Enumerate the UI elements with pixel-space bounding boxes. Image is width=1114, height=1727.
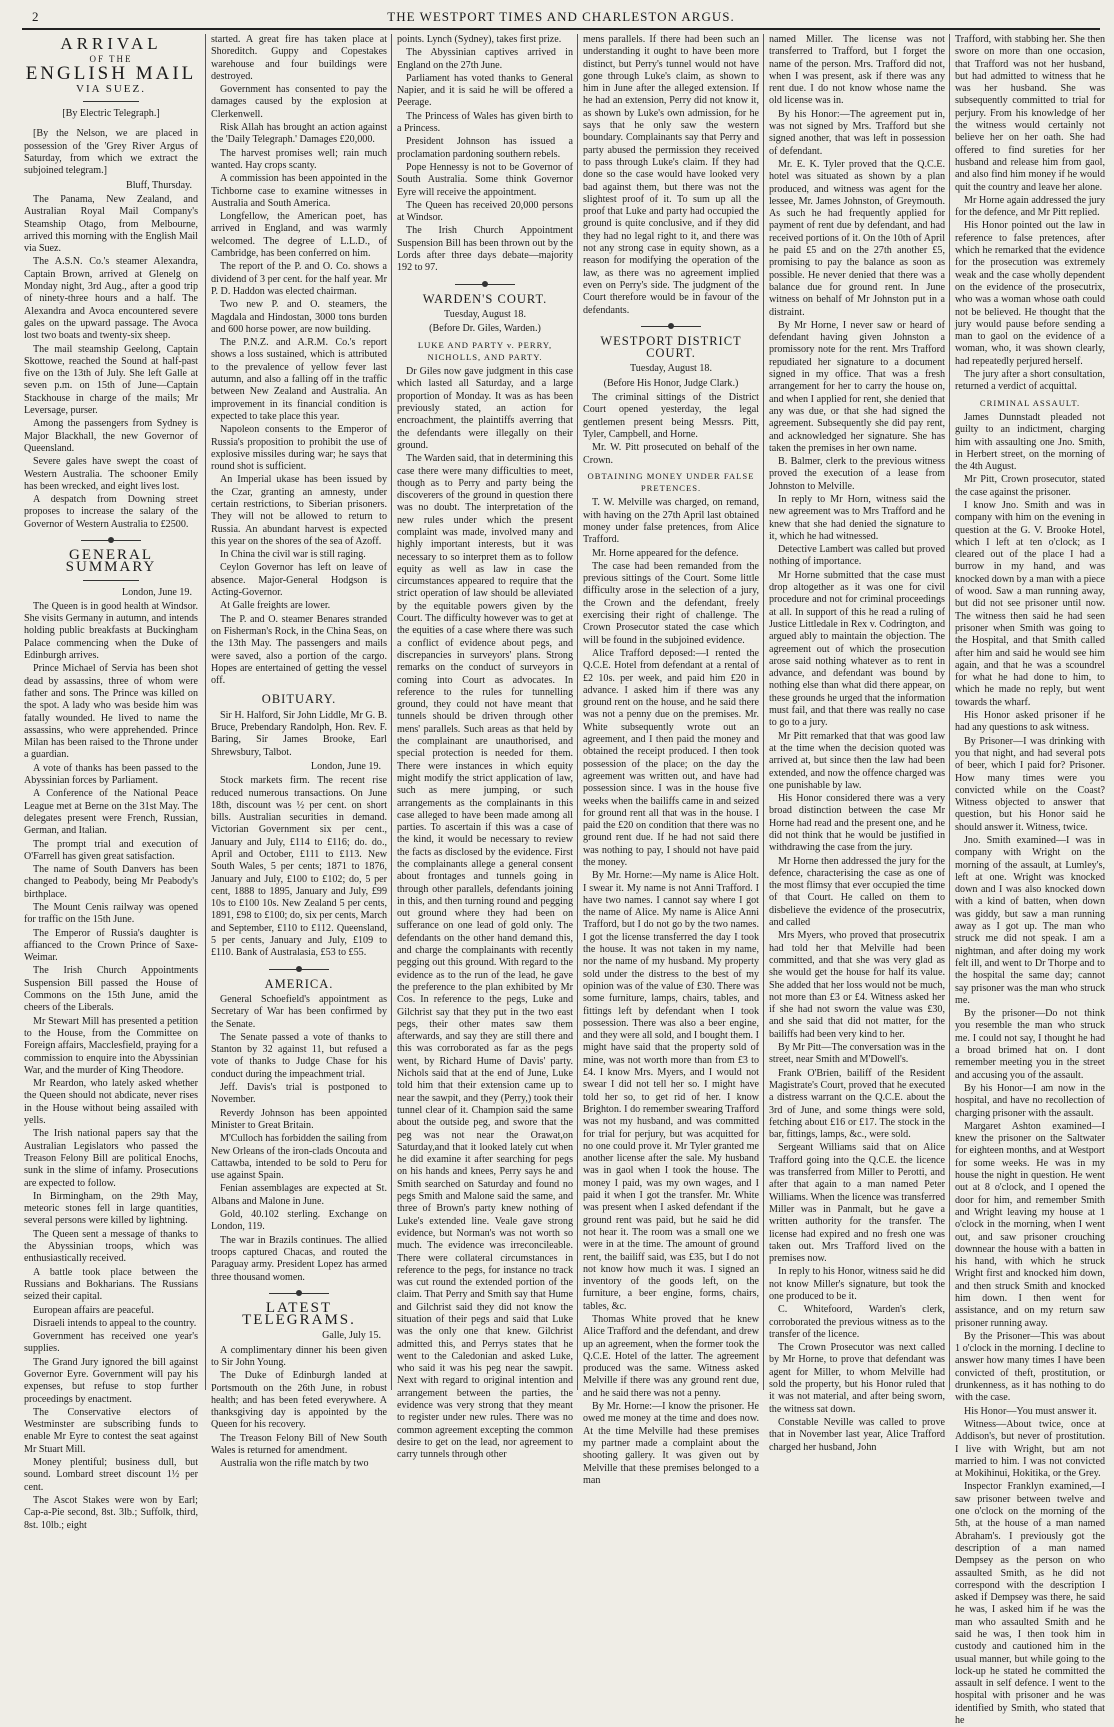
article-paragraph: Government has received one year's supplies. bbox=[24, 1331, 198, 1355]
article-paragraph: B. Balmer, clerk to the previous witness proved the execution of a lease from Johnston to Melville. bbox=[769, 456, 945, 492]
section-divider bbox=[269, 1290, 329, 1296]
article-paragraph: Mr Horne again addressed the jury for the defence, and Mr Pitt replied. bbox=[955, 194, 1105, 219]
article-paragraph: The Queen is in good health at Windsor. She visits Germany in autumn, and intends holding public breakfasts at Buckingham Palace commencing when the Duke of Edinburgh arrives. bbox=[24, 600, 198, 662]
article-paragraph: The Emperor of Russia's daughter is affianced to the Crown Prince of Saxe-Weimar. bbox=[24, 927, 198, 964]
column-4 bbox=[577, 34, 764, 1486]
article-paragraph: Stock markets firm. The recent rise reduced numerous transactions. On June 18th, discount was ½ per cent. on short bills. Australian securities in demand. Victorian Government six per cent., January and July, £114 to £116; do. do., April and October, £111 to £113. New South Wales, 5 per cents; 1871 to 1876, January and July, £100 to £102; do, 5 per cent, 1888 to 1895, January and July, £99 10s to £100 10s. New Zealand 5 per cents, 1891, £98 to £100; do, six per cents, March and September, £110 to £112. Queensland, 5 per cents, January and July, £109 to £110. Bank of Australasia, £53 to £55. bbox=[211, 775, 387, 959]
article-paragraph: The Senate passed a vote of thanks to Stanton by 32 against 11, but refused a vote of thanks to Judge Chase for his conduct during the impeachment trial. bbox=[211, 1031, 387, 1080]
case-title: OBTAINING MONEY UNDER FALSE PRETENCES. bbox=[587, 470, 755, 494]
article-paragraph: Alice Trafford deposed:—I rented the Q.C.E. Hotel from defendant at a rental of £2 10s. per week, and paid him £20 in advance. I asked him if there was any ground rent on the house, and he said there was not a penny due on the premises. Mr. White subsequently wrote out an agreement, and I then paid the money and obtained the receipt produced. I then took possession of the place; on the day the agreement was written out, and have had possession since. I was in the house five weeks when the bailiffs came in and seized for ground rent all that was in the house. I paid the £20 on condition that there was no ground rent due. If he had not said there was nothing to pay, I should not have paid the money. bbox=[583, 647, 759, 868]
section-divider bbox=[269, 966, 329, 972]
article-paragraph: A despatch from Downing street proposes to increase the salary of the Governor of Western Australia to £2500. bbox=[24, 494, 198, 530]
article-paragraph: The P. and O. steamer Benares stranded on Fisherman's Rock, in the China Seas, on the 13th May. The passengers and mails were saved, also a portion of the cargo. Hopes are entertained of getting the vessel off. bbox=[211, 613, 387, 687]
article-paragraph: The Grand Jury ignored the bill against Governor Eyre. Government will pay his expenses, but refuse to stop further proceedings by enactment. bbox=[24, 1356, 198, 1405]
article-paragraph: European affairs are peaceful. bbox=[33, 1304, 154, 1316]
article-paragraph: T. W. Melville was charged, on remand, with having on the 27th April last obtained money under false pretences, from Alice Trafford. bbox=[583, 497, 759, 546]
article-paragraph: named Miller. The license was not transferred to Trafford, but I forget the name of the person. Mrs. Trafford did not, when I was present, ask if there was any rent due. I do not know whose name the old license was in. bbox=[769, 34, 945, 107]
latest-telegrams-heading: LATEST TELEGRAMS. bbox=[242, 1299, 356, 1329]
article-paragraph: His Honor—You must answer it. bbox=[964, 1405, 1097, 1417]
article-paragraph: Mr. E. K. Tyler proved that the Q.C.E. hotel was situated as shown by a plan produced, and witness was agent for the lessee, Mr. James Johnston, of Greymouth. As such he had frequently applied for payment of rent due by defendant, and had received portions of it. On the 10th of April he paid £5 and on the 27th another £5, promising to pay the balance as soon as possible. He never denied that there was a balance due for ground rent. In June witness on behalf of Mr Johnston put in a distraint. bbox=[769, 158, 945, 318]
article-paragraph: [By the Nelson, we are placed in possession of the 'Grey River Argus of Saturday, from which we extract the subjoined telegram.] bbox=[24, 128, 198, 177]
article-paragraph: Sir H. Halford, Sir John Liddle, Mr G. B. Bruce, Prebendary Randolph, Hon. Rev. F. Baring, Sir James Brooke, Earl Shrewsbury, Talbot. bbox=[211, 709, 387, 758]
article-paragraph: Jeff. Davis's trial is postponed to November. bbox=[211, 1082, 387, 1106]
newspaper-title: THE WESTPORT TIMES AND CHARLESTON ARGUS. bbox=[387, 9, 735, 24]
article-paragraph: The Queen has received 20,000 persons at Windsor. bbox=[397, 199, 573, 224]
column-2 bbox=[205, 34, 392, 1470]
wardens-court-heading: WARDEN'S COURT. bbox=[422, 291, 548, 306]
article-paragraph: C. Whitefoord, Warden's clerk, corroborated the previous witness as to the transfer of the licence. bbox=[769, 1304, 945, 1340]
article-paragraph: In Birmingham, on the 29th May, meteoric stones fell in large quantities, several persons were killed by lightning. bbox=[24, 1190, 198, 1227]
article-paragraph: The Princess of Wales has given birth to a Princess. bbox=[397, 110, 573, 135]
article-paragraph: A battle took place between the Russians and Bokharians. The Russians seized their capital. bbox=[24, 1266, 198, 1303]
dateline: London, June 19. bbox=[310, 760, 381, 772]
article-paragraph: Government has consented to pay the damages caused by the explosion at Clerkenwell. bbox=[211, 84, 387, 120]
divider bbox=[83, 580, 139, 581]
article-paragraph: Money plentiful; business dull, but sound. Lombard street discount 1½ per cent. bbox=[24, 1457, 198, 1493]
article-paragraph: The Treason Felony Bill of New South Wales is returned for amendment. bbox=[211, 1432, 387, 1457]
article-paragraph: By Mr Pitt—The conversation was in the street, near Smith and M'Dowell's. bbox=[769, 1042, 945, 1066]
article-paragraph: By Mr Horne, I never saw or heard of defendant having given Johnston a promissory note for the rent. Mrs Trafford repudiated her signature to a document signed in my office. That was a fresh arrangement for her to carry the house on, and when I applied for rent, she denied that any was due, or that she had signed the agreement. Subsequently she did pay rent, and acknowledged her signature. She has taken the premises in her own name. bbox=[769, 319, 945, 454]
article-paragraph: Fenian assemblages are expected at St. Albans and Malone in June. bbox=[211, 1183, 387, 1207]
article-paragraph: The prompt trial and execution of O'Farrell has given great satisfaction. bbox=[24, 838, 198, 862]
article-paragraph: Parliament has voted thanks to General Napier, and it is said he will be offered a Peerage. bbox=[397, 72, 573, 109]
article-paragraph: A complimentary dinner his been given to Sir John Young. bbox=[211, 1344, 387, 1368]
article-paragraph: Frank O'Brien, bailiff of the Resident Magistrate's Court, proved that he executed a distress warrant on the Q.C.E. about the 3rd of June, and some things were sold, fetching about £16 or £17. The stock in the bar, fittings, lamps, &c., were sold. bbox=[769, 1067, 945, 1141]
america-heading: AMERICA. bbox=[264, 976, 334, 991]
article-paragraph: The Duke of Edinburgh landed at Portsmouth on the 26th June, in robust health; and has been feted everywhere. A thanksgiving day is appointed by the Queen for his recovery. bbox=[211, 1370, 387, 1431]
article-paragraph: A vote of thanks has been passed to the Abyssinian forces by Parliament. bbox=[24, 762, 198, 787]
article-paragraph: Jno. Smith examined—I was in company with Wright on the morning of the assault, at Lumley's, left at one. Wright was knocked down and I was also knocked down with a kind of batten, when down was giddy, but saw a man running away as I got up. The man who struck me did not speak. I am a nightman, and after doing my work felt ill, and went to Dr Thorpe and to the hospital the same day; cannot say prisoner was the man who struck me. bbox=[955, 835, 1105, 1006]
article-paragraph: A Conference of the National Peace League met at Berne on the 31st May. The delegates present were French, Russian, German, and Italian. bbox=[24, 788, 198, 837]
article-paragraph: By the prisoner—Do not think you resemble the man who struck me. I could not say, I thought he had a broad brimed hat on. I dont remember meeting you in the street and accusing you of the assault. bbox=[955, 1008, 1105, 1081]
dateline: Galle, July 15. bbox=[322, 1330, 381, 1342]
article-paragraph: Constable Neville was called to prove that in November last year, Alice Trafford charged her husband, John bbox=[769, 1416, 945, 1453]
article-paragraph: By his Honor—I am now in the hospital, and have no recollection of charging prisoner with the assault. bbox=[955, 1082, 1105, 1119]
district-court-heading: WESTPORT DISTRICT COURT. bbox=[600, 333, 742, 361]
article-paragraph: Disraeli intends to appeal to the country. bbox=[33, 1317, 197, 1329]
article-paragraph: M'Culloch has forbidden the sailing from New Orleans of the iron-clads Oncouta and Cattawba, intended to be sold to Peru for use against Spain. bbox=[211, 1133, 387, 1182]
article-paragraph: The war in Brazils continues. The allied troops captured Chacas, and routed the Paraguay army. President Lopez has armed three thousand women. bbox=[211, 1234, 387, 1283]
article-paragraph: His Honor asked prisoner if he had any questions to ask witness. bbox=[955, 710, 1105, 734]
obituary-heading: OBITUARY. bbox=[261, 692, 337, 707]
english-mail-heading: ENGLISH MAIL bbox=[25, 62, 197, 84]
column-1 bbox=[24, 34, 203, 1531]
columns bbox=[24, 34, 1105, 1727]
section-divider bbox=[81, 537, 141, 543]
article-paragraph: The criminal sittings of the District Court opened yesterday, the legal gentlemen present being Messrs. Pitt, Tyler, Campbell, and Horne. bbox=[583, 392, 759, 440]
article-paragraph: The Irish Church Appointments Suspension Bill passed the House of Commons on the 15th June, amid the cheers of the Liberals. bbox=[24, 965, 198, 1014]
article-paragraph: The Panama, New Zealand, and Australian Royal Mail Company's Steamship Otago, from Melbourne, arrived this morning with the English Mail via Suez. bbox=[24, 193, 198, 255]
article-paragraph: Australia won the rifle match by two bbox=[220, 1458, 369, 1470]
court-date: Tuesday, August 18. bbox=[630, 363, 712, 375]
article-paragraph: The Mount Cenis railway was opened for traffic on the 15th June. bbox=[24, 902, 198, 926]
article-paragraph: The Ascot Stakes were won by Earl; Cap-a-Pie second, 8st. 3lb.; Suffolk, third, 8st. 10lb.; eight bbox=[24, 1494, 198, 1531]
article-paragraph: A commission has been appointed in the Tichborne case to examine witnesses in Australia and South America. bbox=[211, 173, 387, 209]
article-paragraph: Mr Reardon, who lately asked whether the Queen should not abdicate, never rises in the House without being assailed with yells. bbox=[24, 1078, 198, 1127]
article-paragraph: Among the passengers from Sydney is Major Blackhall, the new Governor of Queensland. bbox=[24, 418, 198, 454]
article-paragraph: Margaret Ashton examined—I knew the prisoner on the Saltwater for eighteen months, and at Westport for some weeks. He was in my house the night in question. He went out at 8 o'clock, and I opened the door for him, and remember Smith and Wright leaving my house at 1 o'clock in the morning, when I went out, and saw prisoner crouching downnear the house with a batten in his hand, with which he struck Wright first and knocked him down, and then struck Smith and knocked him down. I then went for assistance, and on my return saw prisoner running away. bbox=[955, 1120, 1105, 1329]
article-paragraph: The mail steamship Geelong, Captain Skottowe, reached the Sound at half-past five on the 13th of July. She left Galle at seven p.m. on 15th of June—Captain Stackhouse in charge of the mails; Mr Leversage, purser. bbox=[24, 343, 198, 417]
article-paragraph: The Queen sent a message of thanks to the Abyssinian troops, which was enthusiastically received. bbox=[24, 1228, 198, 1265]
case-title: LUKE AND PARTY v. PERRY, NICHOLLS, AND PARTY. bbox=[417, 339, 553, 362]
article-paragraph: The Abyssinian captives arrived in England on the 27th June. bbox=[397, 47, 573, 71]
article-paragraph: Mr Horne then addressed the jury for the defence, characterising the case as one of the most flimsy that ever occupied the time of that Court. He called on them to disbelieve the evidence of the prosecutrix, and called bbox=[769, 855, 945, 929]
article-paragraph: Trafford, with stabbing her. She then swore on more than one occasion, that Trafford was not her husband, but had admitted to witness that he was her husband. She was subsequently committed to trial for perjury. From his knowledge of her the witness would certainly not believe her on her oath. She had offered to find sureties for her husband and release him from gaol, and also find him money if he would quit the country and leave her alone. bbox=[955, 34, 1105, 193]
article-paragraph: By the Prisoner—This was about 1 o'clock in the morning. I decline to answer how many times I have been convicted of theft, prostitution, or drunkenness, as it has nothing to do with the case. bbox=[955, 1330, 1105, 1404]
article-paragraph: Mr. Horne appeared for the defence. bbox=[592, 547, 739, 559]
arrival-heading: ARRIVAL bbox=[60, 34, 162, 53]
article-paragraph: The name of South Danvers has been changed to Peabody, being Mr Peabody's birthplace. bbox=[24, 864, 198, 900]
article-paragraph: Detective Lambert was called but proved nothing of importance. bbox=[769, 544, 945, 568]
article-paragraph: The Irish Church Appointment Suspension Bill has been thrown out by the Lords after three days debate—majority 192 to 97. bbox=[397, 225, 573, 274]
article-paragraph: The harvest promises well; rain much wanted. Hay crops scanty. bbox=[211, 147, 387, 171]
via-suez-label: VIA SUEZ. bbox=[76, 82, 146, 95]
article-paragraph: Mr Pitt, Crown prosecutor, stated the case against the prisoner. bbox=[955, 474, 1105, 498]
article-paragraph: The Crown Prosecutor was next called by Mr Horne, to prove that defendant was agent for Miller, to whom Melville had sold the property, but his Honor ruled that it was not material, and after being sworn, the witness sat down. bbox=[769, 1342, 945, 1415]
article-paragraph: Gold, 40.102 sterling. Exchange on London, 119. bbox=[211, 1209, 387, 1233]
article-paragraph: The P.N.Z. and A.R.M. Co.'s report shows a loss sustained, which is attributed to the prevalence of yellow fever last autumn, and also a falling off in the traffic between New Zealand and Australia. An improvement in its financial condition is expected to take place this year. bbox=[211, 337, 387, 422]
page-number: 2 bbox=[32, 9, 40, 24]
article-paragraph: Severe gales have swept the coast of Western Australia. The schooner Emily has been wrecked, and eight lives lost. bbox=[24, 456, 198, 492]
article-paragraph: By Prisoner—I was drinking with you that night, and had several pots of beer, which I paid for? Prisoner. How many times were you convicted while on the Coast? Witness objected to answer that question, but his Honor said he should answer it. Witness, twice. bbox=[955, 735, 1105, 833]
article-paragraph: The Irish national papers say that the Australian Legislators who passed the Treason Felony Bill are political Enochs, sunk in the slime of infamy. Prosecutions are expected to follow. bbox=[24, 1128, 198, 1189]
general-summary-heading: GENERAL SUMMARY bbox=[65, 546, 157, 576]
column-6 bbox=[949, 34, 1105, 1727]
divider bbox=[83, 101, 139, 102]
article-paragraph: Ceylon Governor has left on leave of absence. Major-General Hodgson is Acting-Governor. bbox=[211, 562, 387, 599]
article-paragraph: I know Jno. Smith and was in company with him on the evening in question at the G. V. Brooke Hotel, which I left at ten o'clock; as I cleared out of the place I had a burrow in my hand, and was knocked down by a man with a piece of wood. Saw a man running away, but did not see prisoner until now. The witness then said he had seen prisoner when Smith was going to the Hospital, and that Smith called after him and said he would see him again, and that he was a scoundrel for what he had done to him, to which he made no reply, but went towards the wharf. bbox=[955, 499, 1105, 708]
article-paragraph: Mr Pitt remarked that that was good law at the time when the decision quoted was arrived at, but since then the law had been extended, and now the offence charged was one punishable by law. bbox=[769, 730, 945, 791]
article-paragraph: Mr Horne submitted that the case must drop altogether as it was one for civil procedure and not for criminal proceedings at all. In support of this he read a ruling of Justice Littledale in Rex v. Codrington, and argued ably to maintain the objection. The agreement out of which the prosecution arose said nothing whatever as to rent in advance, and defendant was bound by nothing else than what did there appear, on these grounds he urged that the information must fail, and that there was really no case to go to a jury. bbox=[769, 569, 945, 729]
article-paragraph: The jury after a short consultation, returned a verdict of acquittal. bbox=[955, 369, 1105, 393]
article-paragraph: General Schoefield's appointment as Secretary of War has been confirmed by the Senate. bbox=[211, 993, 387, 1030]
court-presiding: (Before Dr. Giles, Warden.) bbox=[429, 323, 541, 335]
article-paragraph: By his Honor:—The agreement put in, was not signed by Mrs. Trafford but she signed another, that was left in possession of defendant. bbox=[769, 108, 945, 157]
article-paragraph: Sergeant Williams said that on Alice Trafford going into the Q.C.E. the licence was transferred from Miller to Perotti, and after that again to a man named Peter Williams. When the licence was transferred Miller was in Panmalt, but he gave a written authority for the transfer. The license had expired and no fresh one was taken out. Mrs Trafford lived on the premises now. bbox=[769, 1142, 945, 1265]
article-paragraph: points. Lynch (Sydney), takes first prize. bbox=[397, 34, 562, 45]
article-paragraph: Pope Hennessy is not to be Governor of South Australia. Some think Governor Eyre will receive the appointment. bbox=[397, 161, 573, 198]
court-date: Tuesday, August 18. bbox=[444, 308, 526, 320]
article-paragraph: By Mr. Horne:—I know the prisoner. He owed me money at the time and does now. At the time Melville had these premises my partner made a complaint about the shooting gallery. It was given out by Melville that these premises belonged to a man bbox=[583, 1401, 759, 1486]
article-paragraph: Mrs Myers, who proved that prosecutrix had told her that Melville had been committed, and that she was very glad as she would get the house for half its value. She added that her loss would not be much, not more than £3 or £4. Witness asked her if she had not sworn the value was £30, and she said that did not matter, for the bailiffs had been very kind to her. bbox=[769, 930, 945, 1040]
article-paragraph: Witness—About twice, once at Addison's, but never of prostitution. I live with Wright, but am not married to him. I was not convicted at Mokihinui, Hokitika, or the Grey. bbox=[955, 1418, 1105, 1480]
column-3 bbox=[391, 34, 578, 1461]
article-paragraph: His Honor considered there was a very broad distinction between the case Mr Horne had read and the present one, and he did not think that he would be justified in withdrawing the case from the jury. bbox=[769, 793, 945, 854]
article-paragraph: The Conservative electors of Westminster are subscribing funds to enable Mr Eyre to contest the seat against Mr Stuart Mill. bbox=[24, 1406, 198, 1455]
article-paragraph: Reverdy Johnson has been appointed Minister to Great Britain. bbox=[211, 1107, 387, 1131]
article-paragraph: An Imperial ukase has been issued by the Czar, granting an amnesty, under certain restrictions, to Siberian prisoners. They will not be allowed to return to Russia. An abundant harvest is expected this year on the shores of the sea of Azoff. bbox=[211, 474, 387, 547]
article-paragraph: Risk Allah has brought an action against the 'Daily Telegraph.' Damages £20,000. bbox=[211, 122, 387, 146]
section-divider bbox=[455, 281, 515, 287]
article-paragraph: His Honor pointed out the law in reference to false pretences, after which he remarked that the evidence for the prosecution was extremely weak and the case wholly dependent on the evidence of the prosecutrix, who was a woman whose oath could not be believed. He thought that the jury would pause before sending a man to gaol on the evidence of a woman, who, it was shown clearly, had repeatedly perjured herself. bbox=[955, 220, 1105, 367]
article-paragraph: In reply to Mr Horn, witness said the new agreement was to Mrs Trafford and he knew that she had denied the signature to it, which he had witnessed. bbox=[769, 493, 945, 542]
article-paragraph: Two new P. and O. steamers, the Magdala and Hindostan, 3000 tons burden and 600 horse power, are now building. bbox=[211, 299, 387, 335]
column-5 bbox=[763, 34, 950, 1453]
dateline: Bluff, Thursday. bbox=[126, 179, 192, 191]
masthead bbox=[22, 6, 1100, 30]
article-paragraph: The A.S.N. Co.'s steamer Alexandra, Captain Brown, arrived at Glenelg on Monday night, 3rd Aug., after a good trip of ninety-three hours and a half. The Alexandra and Avoca encountered severe gales on the upward passage. The Avoca lost two boats and twenty-six sheep. bbox=[24, 256, 198, 342]
case-title: CRIMINAL ASSAULT. bbox=[979, 397, 1081, 408]
article-paragraph: started. A great fire has taken place at Shoreditch. Guppy and Copestakes warehouse and four buildings were destroyed. bbox=[211, 34, 387, 82]
article-paragraph: Longfellow, the American poet, has arrived in England, and was warmly welcomed. The degree of L.L.D., of Cambridge, has been conferred on him. bbox=[211, 211, 387, 260]
article-paragraph: President Johnson has issued a proclamation pardoning southern rebels. bbox=[397, 136, 573, 160]
article-paragraph: James Dunnstadt pleaded not guilty to an indictment, charging him with assaulting one Jno. Smith, in Herbert street, on the morning of the 4th August. bbox=[955, 411, 1105, 473]
article-paragraph: The report of the P. and O. Co. shows a dividend of 3 per cent. for the half year. Mr P. D. Haddon was elected chairman. bbox=[211, 261, 387, 297]
court-presiding: (Before His Honor, Judge Clark.) bbox=[603, 377, 739, 389]
article-paragraph: In China the civil war is still raging. bbox=[220, 549, 366, 561]
article-paragraph: Mr Stewart Mill has presented a petition to the House, from the Committee on Foreign affairs, Macclesfield, praying for a commission to enquire into the Abyssinian War, and the murder of King Theodore. bbox=[24, 1015, 198, 1076]
article-paragraph: Mr. W. Pitt prosecuted on behalf of the Crown. bbox=[583, 442, 759, 466]
telegraph-credit: [By Electric Telegraph.] bbox=[62, 108, 160, 120]
of-the-label: OF THE bbox=[89, 54, 133, 65]
article-paragraph: Prince Michael of Servia has been shot dead by assassins, three of whom were father and sons. The Prince was killed on the spot. A lady who was beside him was fatally wounded. He lived to name the assassins, who were apprehended. Prince Milan has been raised to the Throne under a guardian. bbox=[24, 663, 198, 761]
article-paragraph: The Warden said, that in determining this case there were many difficulties to meet, though as to Perry and party being the discoverers of the ground in question there was no doubt. The interpretation of the new rules under which the present complaint was made, involved many and highly important interests, but it was necessary to so interpret them as to follow equity as well as law in case the circumstances appeared to require that the strict operation of law should be alleviated by the equitable powers given by the Court. The difficulty however was to get at the equities of a case where there was such a conflict of evidence about pegs, and discrepancies in surveyors' plans. Strong remarks on the conduct of surveyors in coming into Court as advocates. In reference to the rules for tunnelling ground, they could not have meant that tunnels should be driven through other mens' parallels. Such areas as that held by the complainant are unauthorised, and special protection is needed for them. There were instances in which equity might modify the strict application of law, such as mere jumping, or such arrangements as the complainants in this case alleged to have been made among all parties. To ascertain if this was a case of the kind, it would be necessary to review the facts as disclosed by the evidence. First the complainants allege a general consent about frontages and tunnels going in through other parallels, defendants joining in this, and then turning round and pegging out ground where they had been on sufferance on one lead of gold only. The defendants on the other hand demand this, and charge the complainants with recently pegging out this ground. With regard to the evidence as to the run of the lead, he gave the preference to the plan exhibited by Mr Cos. In reference to the pegs, Luke and Gilchrist say that they put in the two east pegs, their other mates saw them afterwards, and say they are still there and this was corroborated as far as the pegs went, by Richard Hume of Davis' party. Nichols said that at the end of June, Luke told him that their extension came up to near the sawpit, and they (Perry,) took their tunnel clear of it. Champion said the same about the outside peg, and swore that the peg was not near the Orawat,on Saturday,and that it looked lately cut when he did examine it after searching for pegs on his hands and knees, Perry says he and Smith searched on Saturday and found no pegs Smith and Malone said the same, and three of Brown's party knew nothing of Luke's extended line. Veale gave strong evidence, but Norman's was not worth so much. The evidence was irreconcileable. There were collateral circumstances in reference to the pegs, for instance no track was cut round the extended portion of the claim. That Perry and Smith say that Hume and Gilchrist said they did not know the situation of their pegs and said that Luke was the only one that knew. Gilchrist admitted this, and Perrys states that he went to the Caledonian and asked Luke, who said it was his peg near the sawpit. Next with regard to original intention and arrangement between the parties, the evidence was very strong that they meant to register under new rules. There was no common agreement excepting the common desire to get on the lead, nor agreement to carry tunnels through other bbox=[397, 453, 573, 1461]
article-paragraph: At Galle freights are lower. bbox=[220, 600, 331, 612]
dateline: London, June 19. bbox=[121, 586, 192, 598]
article-paragraph: The case had been remanded from the previous sittings of the Court. Some little difficulty arose in the selection of a jury, the Crown and the defendant, freely exercising their right of challenge. The Crown Prosecutor stated the case which will be found in the subjoined evidence. bbox=[583, 560, 759, 646]
article-paragraph: Thomas White proved that he knew Alice Trafford and the defendant, and drew up an agreement, when the former took the Q.C.E. Hotel of the latter. The agreement produced was the same. Witness asked Melville if there was any ground rent due, and he said there was not a penny. bbox=[583, 1313, 759, 1399]
section-divider bbox=[641, 323, 701, 329]
article-paragraph: mens parallels. If there had been such an understanding it ought to have been more distinct, but Perry's tunnel would not have gone through Luke's claim, as shown to him in June after the alleged extension. If he had an extension, Perry did not know it, as shown by Luke's own admission, for he says that he only saw the western boundary. Complainants say that Perry and party abused the permission they received to pass through Luke's claim. If they had done so the case would have looked very bad against them, but there was not the slightest proof of it. To sum up all the proof that Luke and party had occupied the ground is quite conclusive, and if they did they had no legal right to it, and there was not any strong case in equity shown, as a reason for modifying the operation of the law, as there was no agreement implied even on Perry's side. The judgment of the Court therefore would be in favour of the defendants. bbox=[583, 34, 759, 316]
article-paragraph: In reply to his Honor, witness said he did not know Miller's signature, but took the one produced to be it. bbox=[769, 1266, 945, 1302]
article-paragraph: By Mr. Horne:—My name is Alice Holt. I swear it. My name is not Anni Trafford. I have two names. I cannot say where I got the name of Alice. My name is Alice Anni Trafford, but I do not go by the two names. I got the license transferred the day I took the house. It was not taken in my name, nor the name of my husband. My property sold under the distress to the best of my opinion was of the value of £30. There was some furniture, lamps, chairs, tables, and fittings left by defendant when I took possession. There was also a beer engine, and they were all sold, and I bought them. I might have said that the property sold of mine, was not worth more than from £3 to £4. I know Mrs. Myers, and I would not swear I did not tell her so. I might have told her so, to get rid of her. I know Brighton. I do remember swearing Trafford was not my husband, and was committed for trial for perjury, but was acquitted for no one could prove it. Mr Tyler granted me another license after the sale. My husband was in gaol when I took the house. The money I paid, was my own wages, and I paid it when I got the transfer. Mr. White was present when I asked defendant if the ground rent was paid, but he said he did not hear it. The room was a small one we were in at the time. The amount of ground rent, the bailiff said, was £35, but I do not not know how much it was. I signed an inventory of the goods left, on the furniture, a beer engine, forms, chairs, tables, &c. bbox=[583, 870, 759, 1312]
article-paragraph: Dr Giles now gave judgment in this case which lasted all Saturday, and a large proportion of Monday. It was as has been previously stated, an action for encroachment, the plaintiffs averring that the defendants were illegally on their ground. bbox=[397, 366, 573, 451]
article-paragraph: Napoleon consents to the Emperor of Russia's proposition to prohibit the use of explosive missiles during war; he says that round shot is sufficient. bbox=[211, 424, 387, 473]
article-paragraph: Inspector Franklyn examined,—I saw prisoner between twelve and one o'clock on the morning of the 5th, at the house of a man named Abraham's. I previously got the description of a man named Dempsey as the person on who assaulted Smith, as he did not correspond with the description I asked if Dempsey was there, he said he was, I asked him if he was the man who assaulted Smith and he said he was, I then took him in custody and cautioned him in the usual manner, but while going to the lock-up he stated he committed the assault in self defence. I went to the hospital with prisoner and he was identified by Smith, who stated that he bbox=[955, 1481, 1105, 1727]
